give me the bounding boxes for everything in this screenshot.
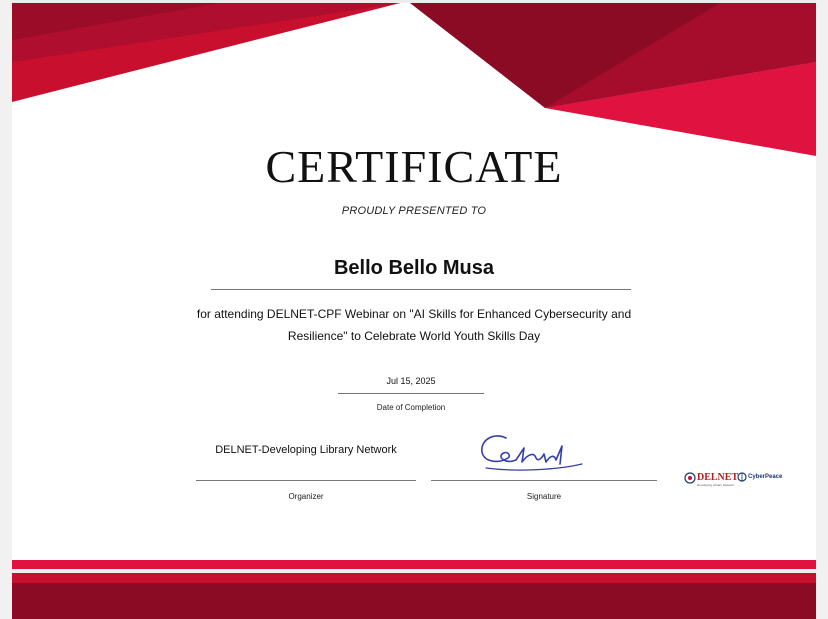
signature-label: Signature: [526, 492, 562, 501]
organizer-label: Organizer: [288, 492, 324, 501]
bottom-band-dark: [12, 583, 816, 619]
organizer-underline: [196, 480, 416, 481]
cyberpeace-logo-icon: [737, 472, 747, 482]
date-underline: [338, 393, 484, 394]
completion-date-label: Date of Completion: [376, 403, 446, 412]
delnet-logo-icon: [684, 472, 696, 484]
certificate-title: CERTIFICATE: [265, 141, 563, 192]
top-red-decoration: [0, 0, 828, 160]
bottom-band-light: [12, 560, 816, 569]
right-border: [816, 0, 828, 619]
left-border: [0, 0, 12, 619]
delnet-logo-tagline: Developing Library Network: [697, 483, 734, 487]
bottom-red-band: [12, 560, 816, 619]
signature-underline: [431, 480, 657, 481]
delnet-logo: DELNET: [697, 472, 739, 483]
name-underline: [211, 289, 631, 290]
completion-date: Jul 15, 2025: [386, 376, 436, 386]
bottom-band-mid: [12, 573, 816, 583]
partner-logos: [684, 470, 794, 490]
cyberpeace-logo: CyberPeace: [748, 474, 783, 480]
presented-to-text: PROUDLY PRESENTED TO: [341, 205, 487, 217]
recipient-name: Bello Bello Musa: [333, 257, 495, 279]
organizer-name: DELNET-Developing Library Network: [215, 444, 397, 456]
signature-image: [476, 428, 588, 476]
certificate-description: for attending DELNET-CPF Webinar on "AI Skills for Enhanced Cybersecurity and Resilience" to Celebrate World Youth Skills Day: [196, 307, 632, 343]
